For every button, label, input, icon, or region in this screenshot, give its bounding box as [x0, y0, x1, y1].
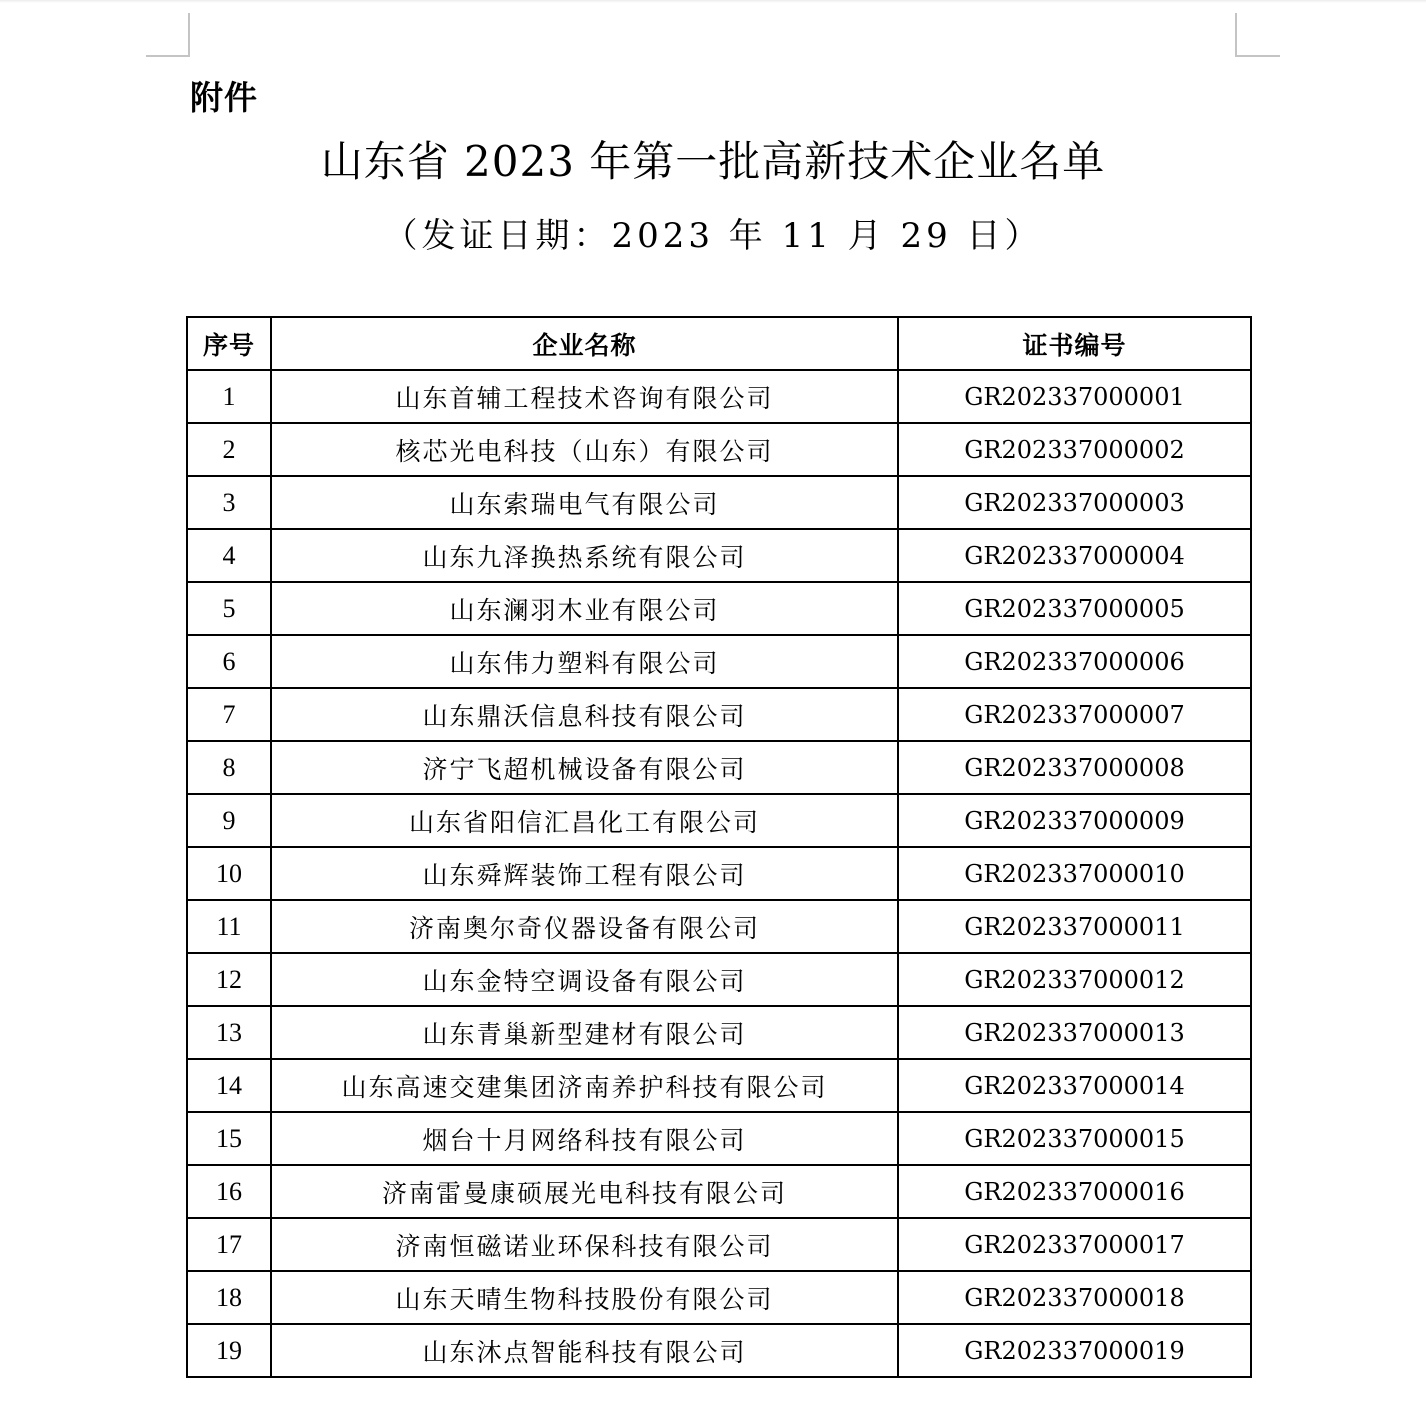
attachment-label: 附件	[190, 78, 258, 117]
table-row	[187, 1112, 1251, 1165]
company-name-cell: 山东高速交建集团济南养护科技有限公司	[271, 1059, 898, 1112]
page-top-edge	[0, 0, 1426, 3]
company-name-cell: 济南雷曼康硕展光电科技有限公司	[271, 1165, 898, 1218]
certificate-number-cell: GR202337000018	[898, 1271, 1251, 1324]
company-name-cell: 山东九泽换热系统有限公司	[271, 529, 898, 582]
table-body	[187, 370, 1251, 1377]
company-name-cell: 烟台十月网络科技有限公司	[271, 1112, 898, 1165]
certificate-number-cell: GR202337000008	[898, 741, 1251, 794]
table-row	[187, 370, 1251, 423]
company-name-cell: 山东金特空调设备有限公司	[271, 953, 898, 1006]
table-row	[187, 1324, 1251, 1377]
certificate-number-cell: GR202337000015	[898, 1112, 1251, 1165]
table-row	[187, 688, 1251, 741]
table-row	[187, 529, 1251, 582]
serial-number-cell: 18	[187, 1271, 271, 1324]
serial-number-cell: 14	[187, 1059, 271, 1112]
certificate-number-cell: GR202337000012	[898, 953, 1251, 1006]
company-name-cell: 济南奥尔奇仪器设备有限公司	[271, 900, 898, 953]
company-name-cell: 山东青巢新型建材有限公司	[271, 1006, 898, 1059]
company-name-cell: 山东舜辉装饰工程有限公司	[271, 847, 898, 900]
certificate-number-cell: GR202337000003	[898, 476, 1251, 529]
table-row	[187, 582, 1251, 635]
table-row	[187, 1218, 1251, 1271]
company-name-cell: 核芯光电科技（山东）有限公司	[271, 423, 898, 476]
serial-number-cell: 6	[187, 635, 271, 688]
company-name-cell: 济南恒磁诺业环保科技有限公司	[271, 1218, 898, 1271]
serial-number-cell: 3	[187, 476, 271, 529]
table-row	[187, 953, 1251, 1006]
certificate-number-cell: GR202337000009	[898, 794, 1251, 847]
certificate-number-cell: GR202337000010	[898, 847, 1251, 900]
serial-number-cell: 10	[187, 847, 271, 900]
certificate-number-cell: GR202337000005	[898, 582, 1251, 635]
certificate-number-cell: GR202337000017	[898, 1218, 1251, 1271]
table-row	[187, 900, 1251, 953]
header-serial-number: 序号	[187, 317, 271, 370]
enterprise-list-table	[186, 316, 1252, 1378]
serial-number-cell: 13	[187, 1006, 271, 1059]
serial-number-cell: 7	[187, 688, 271, 741]
company-name-cell: 济宁飞超机械设备有限公司	[271, 741, 898, 794]
company-name-cell: 山东沐点智能科技有限公司	[271, 1324, 898, 1377]
table-header-row	[187, 317, 1251, 370]
company-name-cell: 山东鼎沃信息科技有限公司	[271, 688, 898, 741]
serial-number-cell: 1	[187, 370, 271, 423]
company-name-cell: 山东澜羽木业有限公司	[271, 582, 898, 635]
serial-number-cell: 11	[187, 900, 271, 953]
certificate-number-cell: GR202337000004	[898, 529, 1251, 582]
document-subtitle: （发证日期：2023 年 11 月 29 日）	[383, 216, 1043, 256]
table-row	[187, 635, 1251, 688]
serial-number-cell: 2	[187, 423, 271, 476]
certificate-number-cell: GR202337000014	[898, 1059, 1251, 1112]
serial-number-cell: 17	[187, 1218, 271, 1271]
certificate-number-cell: GR202337000013	[898, 1006, 1251, 1059]
margin-corner-mark-top-left	[146, 13, 190, 57]
table-row	[187, 1059, 1251, 1112]
certificate-number-cell: GR202337000006	[898, 635, 1251, 688]
company-name-cell: 山东天晴生物科技股份有限公司	[271, 1271, 898, 1324]
table-row	[187, 847, 1251, 900]
serial-number-cell: 8	[187, 741, 271, 794]
header-certificate-number: 证书编号	[898, 317, 1251, 370]
table-row	[187, 476, 1251, 529]
document-title: 山东省 2023 年第一批高新技术企业名单	[320, 137, 1106, 186]
table-row	[187, 1006, 1251, 1059]
table-row	[187, 794, 1251, 847]
table-row	[187, 423, 1251, 476]
header-company-name: 企业名称	[271, 317, 898, 370]
certificate-number-cell: GR202337000019	[898, 1324, 1251, 1377]
table-row	[187, 1271, 1251, 1324]
company-name-cell: 山东省阳信汇昌化工有限公司	[271, 794, 898, 847]
company-name-cell: 山东索瑞电气有限公司	[271, 476, 898, 529]
serial-number-cell: 12	[187, 953, 271, 1006]
certificate-number-cell: GR202337000016	[898, 1165, 1251, 1218]
serial-number-cell: 16	[187, 1165, 271, 1218]
serial-number-cell: 5	[187, 582, 271, 635]
certificate-number-cell: GR202337000002	[898, 423, 1251, 476]
certificate-number-cell: GR202337000001	[898, 370, 1251, 423]
margin-corner-mark-top-right	[1235, 13, 1280, 57]
table-row	[187, 741, 1251, 794]
serial-number-cell: 19	[187, 1324, 271, 1377]
serial-number-cell: 4	[187, 529, 271, 582]
table-row	[187, 1165, 1251, 1218]
company-name-cell: 山东首辅工程技术咨询有限公司	[271, 370, 898, 423]
serial-number-cell: 15	[187, 1112, 271, 1165]
serial-number-cell: 9	[187, 794, 271, 847]
certificate-number-cell: GR202337000007	[898, 688, 1251, 741]
certificate-number-cell: GR202337000011	[898, 900, 1251, 953]
company-name-cell: 山东伟力塑料有限公司	[271, 635, 898, 688]
